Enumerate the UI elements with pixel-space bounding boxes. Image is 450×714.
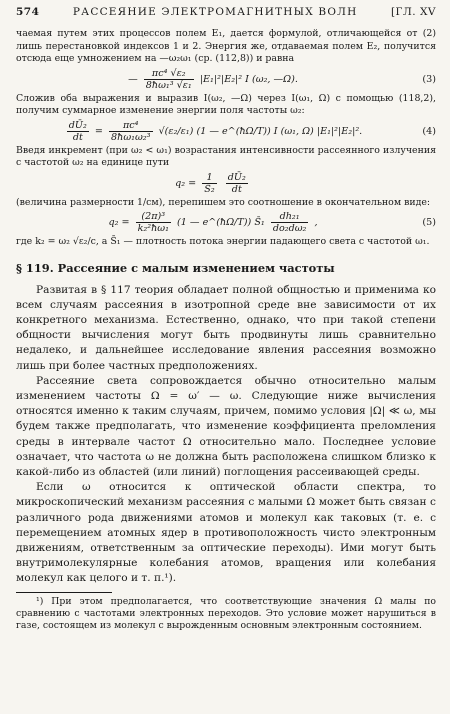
- paragraph-intro: чаемая путем этих процессов полем E₁, дается формулой, отличающейся от (2) лишь перестановкой индексов 1 и 2. Энергия же, отдаваемая полем E₂, получится отсюда еще умножением на —ω₂ω₁ (ср. (112,8)) и равна: [16, 28, 436, 64]
- page-header: [16, 6, 436, 28]
- body-paragraph-2: Рассеяние света сопровождается обычно относительно малым изменением частоты Ω = ω′ — ω. Следующие ниже вычисления относятся именно к таким случаям, причем, помимо условия |Ω| ≪ ω, мы будем также предполагать, что изменение коэффициента преломления среды в интервале частот Ω относительно мало. Последнее условие означает, что частота ω не должна быть расположена слишком близко к какой-либо из областей (или линий) поглощения рассеивающей среды.: [16, 374, 436, 478]
- equation-3: [16, 68, 436, 91]
- eq3-rest: |E₁|²|E₂|² I (ω₂, —Ω).: [199, 73, 298, 85]
- eq4-coefficient: $\frac{\text{πc⁴}}{\text{8ħω₁ω₂³}}$: [111, 119, 151, 143]
- eq3-number: (3): [422, 73, 436, 85]
- paragraph-definitions: где k₂ = ω₂ √ε₂/c, а S̄₁ — плотность потока энергии падающего света с частотой ω₁.: [16, 236, 430, 247]
- running-title: РАССЕЯНИЕ ЭЛЕКТРОМАГНИТНЫХ ВОЛН: [72, 6, 358, 18]
- page-number: 574: [16, 6, 40, 18]
- eq3-lead: —: [128, 73, 138, 85]
- equation-4: $\frac{\text{dŪ₂}}{dt}$ = $\frac{\text{πc⁴}}{\text{8ħω₁ω₂³}}$ √(ε₂/ε₁) (1 — e^(ħΩ/T)) I (ω₁, Ω) |E₁|²|E₂|². (4): [68, 119, 436, 143]
- body-paragraph-3: Если ω относится к оптической области спектра, то микроскопический механизм рассеяния с малыми Ω может быть связан с различного рода движениями атомов и молекул как таковых (т. е. с перемещением атомных ядер в противоположность чисто электронным движениям, ответственным за оптические переходы). Ими могут быть внутримолекулярные колебания атомов, вращения или колебания молекул как целого и т. п.¹).: [16, 481, 436, 585]
- footnote-rule: [16, 592, 112, 593]
- chapter-label: [ГЛ. XV: [390, 6, 436, 18]
- eq4-lhs: $\frac{\text{dŪ₂}}{dt}$: [68, 119, 87, 143]
- paragraph-sum: Сложив оба выражения и выразив I(ω₂, —Ω) через I(ω₁, Ω) с помощью (118,2), получим суммарное изменение энергии поля частоты ω₂:: [16, 92, 436, 116]
- eq4-root: √(ε₂/ε₁): [158, 125, 194, 137]
- paragraph-increment: Введя инкремент (при ω₂ < ω₁) возрастания интенсивности рассеянного излучения с частотой ω₂ на единице пути: [16, 144, 436, 168]
- eq3-fraction: $\frac{\text{πc⁴ √ε₂}}{\text{8ħω₁³ √ε₁}}$: [145, 67, 192, 91]
- body-paragraph-1: Развитая в § 117 теория обладает полной общностью и применима ко всем случаям рассеяния в изотропной среде вне зависимости от их конкретного механизма. Естественно, однако, что при такой степени общности вычисления могут быть продвинуты лишь сравнительно недалеко, и дальнейшее исследование явления рассеяния возможно лишь при более частных предположениях.: [16, 283, 436, 372]
- paragraph-dimension: (величина размерности 1/см), перепишем это соотношение в окончательном виде:: [16, 196, 431, 208]
- eq4-rest: (1 — e^(ħΩ/T)) I (ω₁, Ω) |E₁|²|E₂|².: [196, 125, 363, 137]
- eq4-number: (4): [422, 125, 436, 137]
- footnote: ¹) При этом предполагается, что соответствующие значения Ω малы по сравнению с частотами электронных переходов. Это условие может нарушиться в газе, состоящем из молекул с вырожденным основным электронным состоянием.: [16, 595, 436, 631]
- equation-q2: q₂ = $\frac{1}{\text{S̄₂}}$ $\frac{\text{dŪ₂}}{dt}$: [175, 171, 246, 195]
- eq5-number: (5): [422, 217, 436, 228]
- section-heading: § 119. Рассеяние с малым изменением частоты: [16, 260, 335, 275]
- equation-5: q₂ = $\frac{\text{(2π)³}}{\text{k₂²ħω₁}}$ (1 — e^(ħΩ/T)) S̄₁ $\frac{\text{dh₂₁}}{\text{do₂dω₂}}$ , (5): [108, 211, 436, 234]
